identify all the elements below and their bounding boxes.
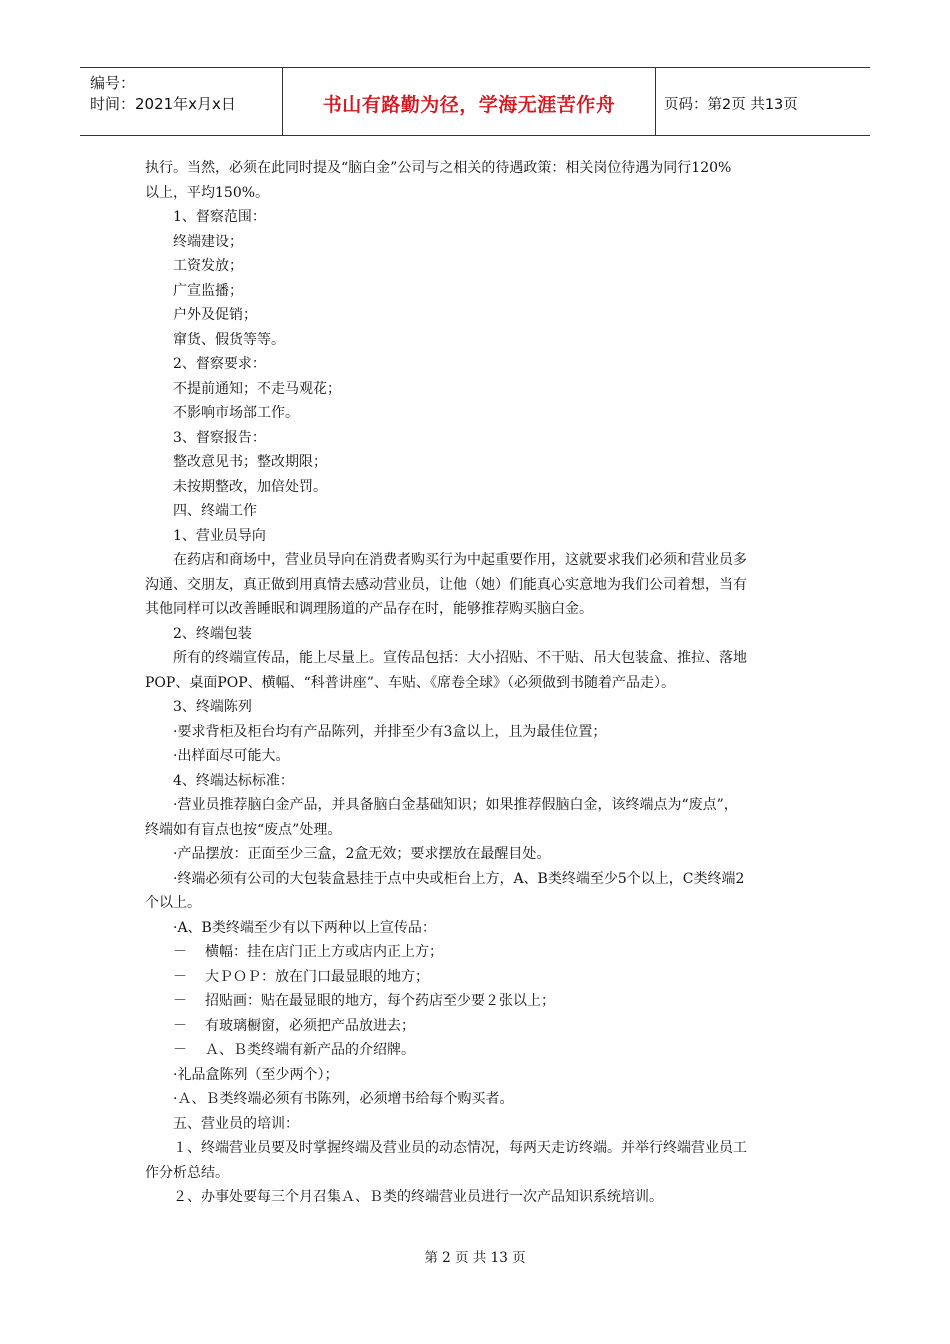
text-line-content: 整改意见书；整改期限； bbox=[173, 454, 327, 470]
text-line-content: ·A、B类终端至少有以下两种以上宣传品： bbox=[173, 919, 436, 936]
text-line bbox=[145, 622, 805, 647]
header-page-cell bbox=[656, 68, 870, 135]
text-line-content: 大ＰＯＰ：放在门口最显眼的地方； bbox=[205, 968, 429, 985]
text-line bbox=[145, 671, 805, 696]
text-line bbox=[145, 573, 805, 598]
text-line-content: 终端如有盲点也按“废点”处理。 bbox=[145, 821, 342, 838]
text-line bbox=[145, 965, 805, 990]
text-line-content: ·营业员推荐脑白金产品，并具备脑白金基础知识；如果推荐假脑白金，该终端点为“废点”， bbox=[173, 797, 738, 813]
text-line-content: 户外及促销； bbox=[173, 307, 257, 323]
text-line bbox=[145, 524, 805, 549]
text-line bbox=[145, 181, 805, 206]
text-line bbox=[145, 916, 805, 941]
text-line-content: 1、督察范围： bbox=[173, 209, 266, 225]
text-line bbox=[145, 1185, 805, 1210]
text-line bbox=[145, 205, 805, 230]
text-line-content: Ａ、Ｂ类终端有新产品的介绍牌。 bbox=[205, 1042, 415, 1058]
text-line-content: 以上，平均150%。 bbox=[145, 184, 270, 201]
document-body bbox=[145, 156, 805, 1210]
text-line bbox=[145, 426, 805, 451]
text-line bbox=[145, 475, 805, 500]
text-line-content: 作分析总结。 bbox=[145, 1164, 229, 1181]
text-line-content: ·要求背柜及柜台均有产品陈列，并排至少有3盒以上，且为最佳位置； bbox=[173, 723, 607, 740]
footer-page-number: 第 2 页 共 13 页 bbox=[424, 1250, 526, 1266]
text-line bbox=[145, 230, 805, 255]
text-line-content: 3、终端陈列 bbox=[173, 699, 252, 715]
text-line-content: 不影响市场部工作。 bbox=[173, 405, 299, 421]
text-line bbox=[145, 499, 805, 524]
text-line-content: ２、办事处要每三个月召集Ａ、Ｂ类的终端营业员进行一次产品知识系统培训。 bbox=[173, 1189, 663, 1205]
text-line bbox=[145, 279, 805, 304]
bullet-dash: － bbox=[173, 1017, 187, 1034]
text-line-content: 五、营业员的培训： bbox=[173, 1115, 299, 1132]
header-motto-cell bbox=[283, 68, 656, 135]
page-header bbox=[80, 67, 870, 136]
text-line bbox=[145, 548, 805, 573]
text-line-content: 工资发放； bbox=[173, 258, 243, 274]
text-line bbox=[145, 1112, 805, 1137]
text-line-content: 终端建设； bbox=[173, 233, 243, 250]
text-line-content: １、终端营业员要及时掌握终端及营业员的动态情况，每两天走访终端。并举行终端营业员工 bbox=[173, 1140, 747, 1156]
text-line bbox=[145, 328, 805, 353]
document-number-label: 编号： bbox=[90, 74, 136, 92]
text-line bbox=[145, 793, 805, 818]
text-line-content: ·出样面尽可能大。 bbox=[173, 748, 290, 764]
text-line bbox=[145, 891, 805, 916]
text-line-content: 其他同样可以改善睡眠和调理肠道的产品存在时，能够推荐购买脑白金。 bbox=[145, 601, 593, 617]
text-line bbox=[145, 450, 805, 475]
text-line-content: ·礼品盒陈列（至少两个）； bbox=[173, 1066, 339, 1083]
text-line bbox=[145, 1087, 805, 1112]
text-line bbox=[145, 769, 805, 794]
text-line bbox=[145, 940, 805, 965]
text-line-content: 招贴画：贴在最显眼的地方，每个药店至少要２张以上； bbox=[205, 993, 555, 1009]
text-line-content: 2、终端包装 bbox=[173, 625, 252, 642]
header-page-code: 页码：第2页 共13页 bbox=[664, 97, 798, 113]
text-line-content: 广宣监播； bbox=[173, 282, 243, 299]
bullet-dash: － bbox=[173, 944, 187, 960]
text-line bbox=[145, 597, 805, 622]
text-line bbox=[145, 1038, 805, 1063]
text-line-content: 四、终端工作 bbox=[173, 503, 257, 519]
text-line-content: 不提前通知；不走马观花； bbox=[173, 380, 341, 397]
text-line-content: ·Ａ、Ｂ类终端必须有书陈列，必须增书给每个购买者。 bbox=[173, 1091, 514, 1107]
text-line-content: 1、营业员导向 bbox=[173, 527, 266, 544]
text-line-content: ·产品摆放：正面至少三盒，2盒无效；要求摆放在最醒目处。 bbox=[173, 846, 551, 862]
text-line-content: 窜货、假货等等。 bbox=[173, 331, 285, 348]
text-line-content: 未按期整改，加倍处罚。 bbox=[173, 478, 327, 495]
text-line-content: 3、督察报告： bbox=[173, 429, 266, 446]
text-line bbox=[145, 744, 805, 769]
text-line-content: 2、督察要求： bbox=[173, 356, 266, 372]
text-line-content: 沟通、交朋友，真正做到用真情去感动营业员，让他（她）们能真心实意地为我们公司着想，当有 bbox=[145, 576, 747, 593]
text-line-content: 所有的终端宣传品，能上尽量上。宣传品包括：大小招贴、不干贴、吊大包装盒、推拉、落地 bbox=[173, 650, 747, 666]
text-line bbox=[145, 720, 805, 745]
text-line-content: 个以上。 bbox=[145, 895, 201, 911]
text-line-content: 执行。当然，必须在此同时提及“脑白金”公司与之相关的待遇政策：相关岗位待遇为同行120% bbox=[145, 160, 732, 176]
text-line bbox=[145, 1063, 805, 1088]
text-line-content: ·终端必须有公司的大包装盒悬挂于点中央或柜台上方，A、B类终端至少5个以上，C类终端2 bbox=[173, 870, 745, 887]
text-line bbox=[145, 352, 805, 377]
header-info-cell bbox=[80, 68, 283, 135]
document-time-label: 时间：2021年x月x日 bbox=[90, 95, 236, 113]
text-line bbox=[145, 303, 805, 328]
text-line bbox=[145, 401, 805, 426]
text-line-content: POP、桌面POP、横幅、“科普讲座”、车贴、《席卷全球》（必须做到书随着产品走）。 bbox=[145, 674, 675, 691]
text-line bbox=[145, 156, 805, 181]
text-line bbox=[145, 842, 805, 867]
text-line-content: 有玻璃橱窗，必须把产品放进去； bbox=[205, 1017, 415, 1034]
text-line bbox=[145, 646, 805, 671]
bullet-dash: － bbox=[173, 968, 187, 985]
text-line bbox=[145, 254, 805, 279]
text-line bbox=[145, 695, 805, 720]
bullet-dash: － bbox=[173, 993, 187, 1009]
text-line bbox=[145, 1161, 805, 1186]
text-line bbox=[145, 867, 805, 892]
header-motto: 书山有路勤为径，学海无涯苦作舟 bbox=[322, 94, 616, 116]
text-line bbox=[145, 818, 805, 843]
text-line bbox=[145, 989, 805, 1014]
text-line bbox=[145, 1014, 805, 1039]
text-line-content: 在药店和商场中，营业员导向在消费者购买行为中起重要作用，这就要求我们必须和营业员多 bbox=[173, 552, 747, 568]
text-line-content: 横幅：挂在店门正上方或店内正上方； bbox=[205, 944, 443, 960]
text-line bbox=[145, 1136, 805, 1161]
page-footer bbox=[0, 1246, 950, 1266]
bullet-dash: － bbox=[173, 1042, 187, 1058]
text-line bbox=[145, 377, 805, 402]
text-line-content: 4、终端达标标准： bbox=[173, 772, 294, 789]
